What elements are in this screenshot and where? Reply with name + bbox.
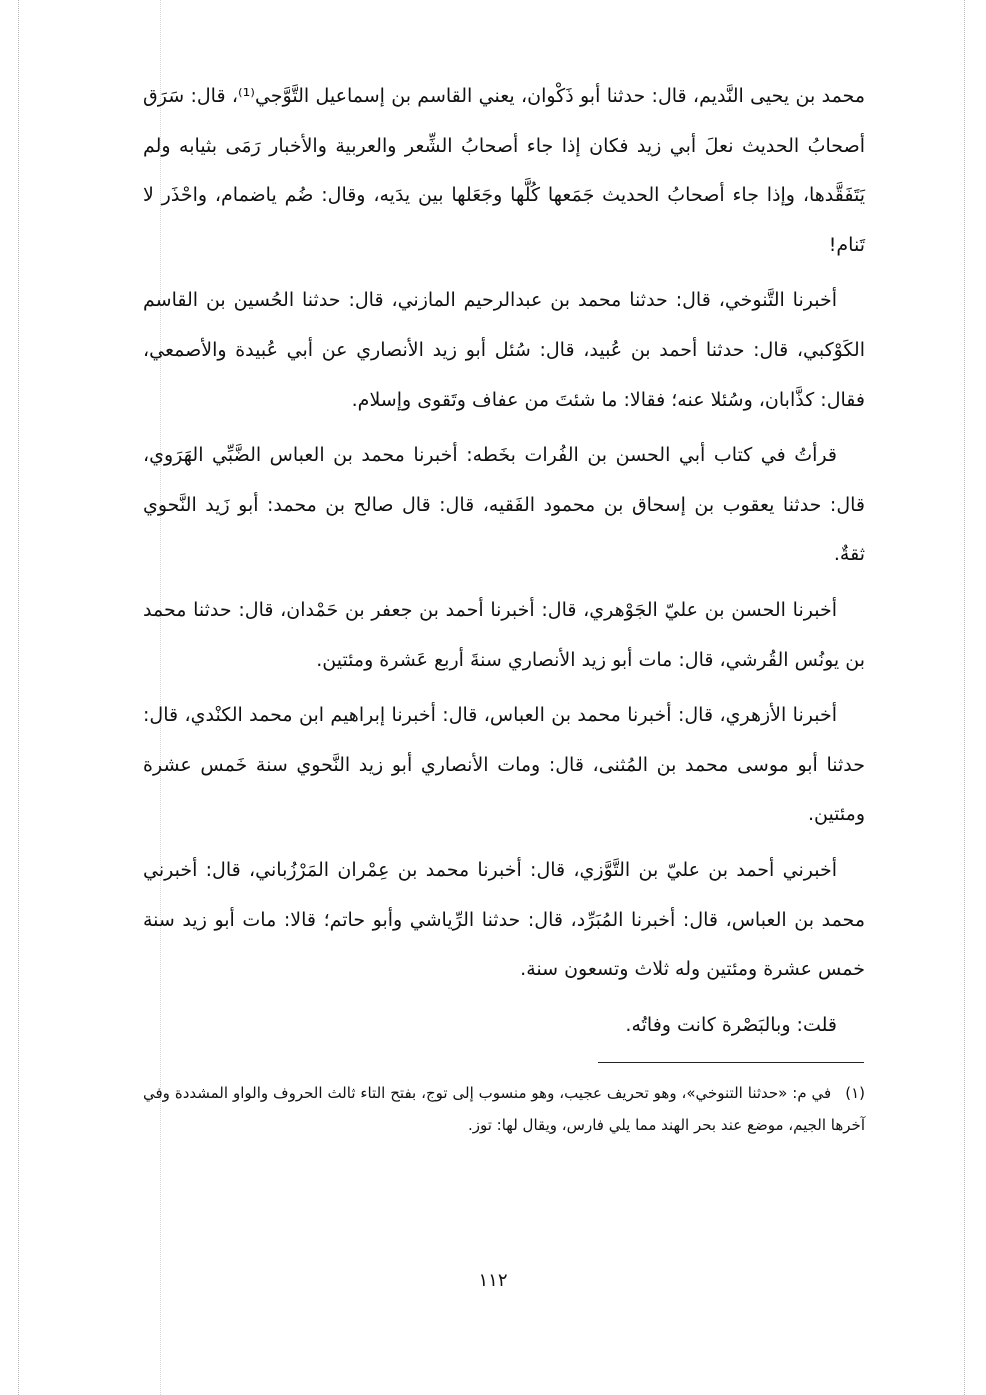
paragraph-1: محمد بن يحيى النَّديم، قال: حدثنا أبو ذَكْوان، يعني القاسم بن إسماعيل التَّوَّجي⁽¹⁾، قال: سَرَق أصحابُ الحديث نعلَ أبي زيد فكان إذا جاء أصحابُ الشِّعر والعربية والأخبار رَمَى بثيابه ولم يَتَفَقَّدها، وإذا جاء أصحابُ الحديث جَمَعها كُلَّها وجَعَلها بين يدَيه، وقال: ضُم ياضمام، واحْذَر لا تَنام! — [143, 85, 865, 256]
paragraph-3: قرأتُ في كتاب أبي الحسن بن الفُرات بخَطه: أخبرنا محمد بن العباس الضَّبِّي الهَرَوي، قال: حدثنا يعقوب بن إسحاق بن محمود الفَقيه، قال: قال صالح بن محمد: أبو زَيد النَّحوي ثقةٌ. — [143, 444, 865, 566]
paragraph-6: أخبرني أحمد بن عليّ بن التَّوَّزي، قال: أخبرنا محمد بن عِمْران المَرْزُباني، قال: أخبرني محمد بن العباس، قال: أخبرنا المُبَرِّد، قال: حدثنا الرِّياشي وأبو حاتم؛ قالا: مات أبو زيد سنة خمس عشرة ومئتين وله ثلاث وتسعون سنة. — [143, 858, 865, 981]
scan-margin-dots-right — [964, 0, 965, 1395]
scan-margin-dots-left — [18, 0, 19, 1395]
footnote-text: في م: «حدثنا التنوخي»، وهو تحريف عجيب، وهو منسوب إلى توج، بفتح التاء ثالث الحروف والواو المشددة وفي آخرها الجيم، موضع عند بحر الهند مما يلي فارس، ويقال لها: توز. — [143, 1084, 865, 1134]
footnote-separator — [598, 1062, 864, 1063]
main-text — [143, 72, 865, 1056]
paragraph-5: أخبرنا الأزهري، قال: أخبرنا محمد بن العباس، قال: أخبرنا إبراهيم ابن محمد الكنْدي، قال: حدثنا أبو موسى محمد بن المُثنى، قال: ومات الأنصاري أبو زيد النَّحوي سنة خَمس عشرة ومئتين. — [143, 704, 865, 826]
page-number: ١١٢ — [478, 1270, 508, 1291]
footnote — [143, 1078, 865, 1141]
paragraph-7: قلت: وبالبَصْرة كانت وفاتُه. — [625, 1013, 837, 1036]
paragraph-2: أخبرنا التَّنوخي، قال: حدثنا محمد بن عبدالرحيم المازني، قال: حدثنا الحُسين بن القاسم الكَوْكبي، قال: حدثنا أحمد بن عُبيد، قال: سُئل أبو زيد الأنصاري عن أبي عُبيدة والأصمعي، فقال: كذَّابان، وسُئلا عنه؛ فقالا: ما شئتَ من عفاف وتَقوى وإسلام. — [143, 289, 865, 411]
paragraph-4: أخبرنا الحسن بن عليّ الجَوْهري، قال: أخبرنا أحمد بن جعفر بن حَمْدان، قال: حدثنا محمد بن يونُس القُرشي، قال: مات أبو زيد الأنصاري سنةَ أربع عَشرة ومئتين. — [143, 598, 865, 671]
footnote-marker: (١) — [845, 1084, 865, 1102]
